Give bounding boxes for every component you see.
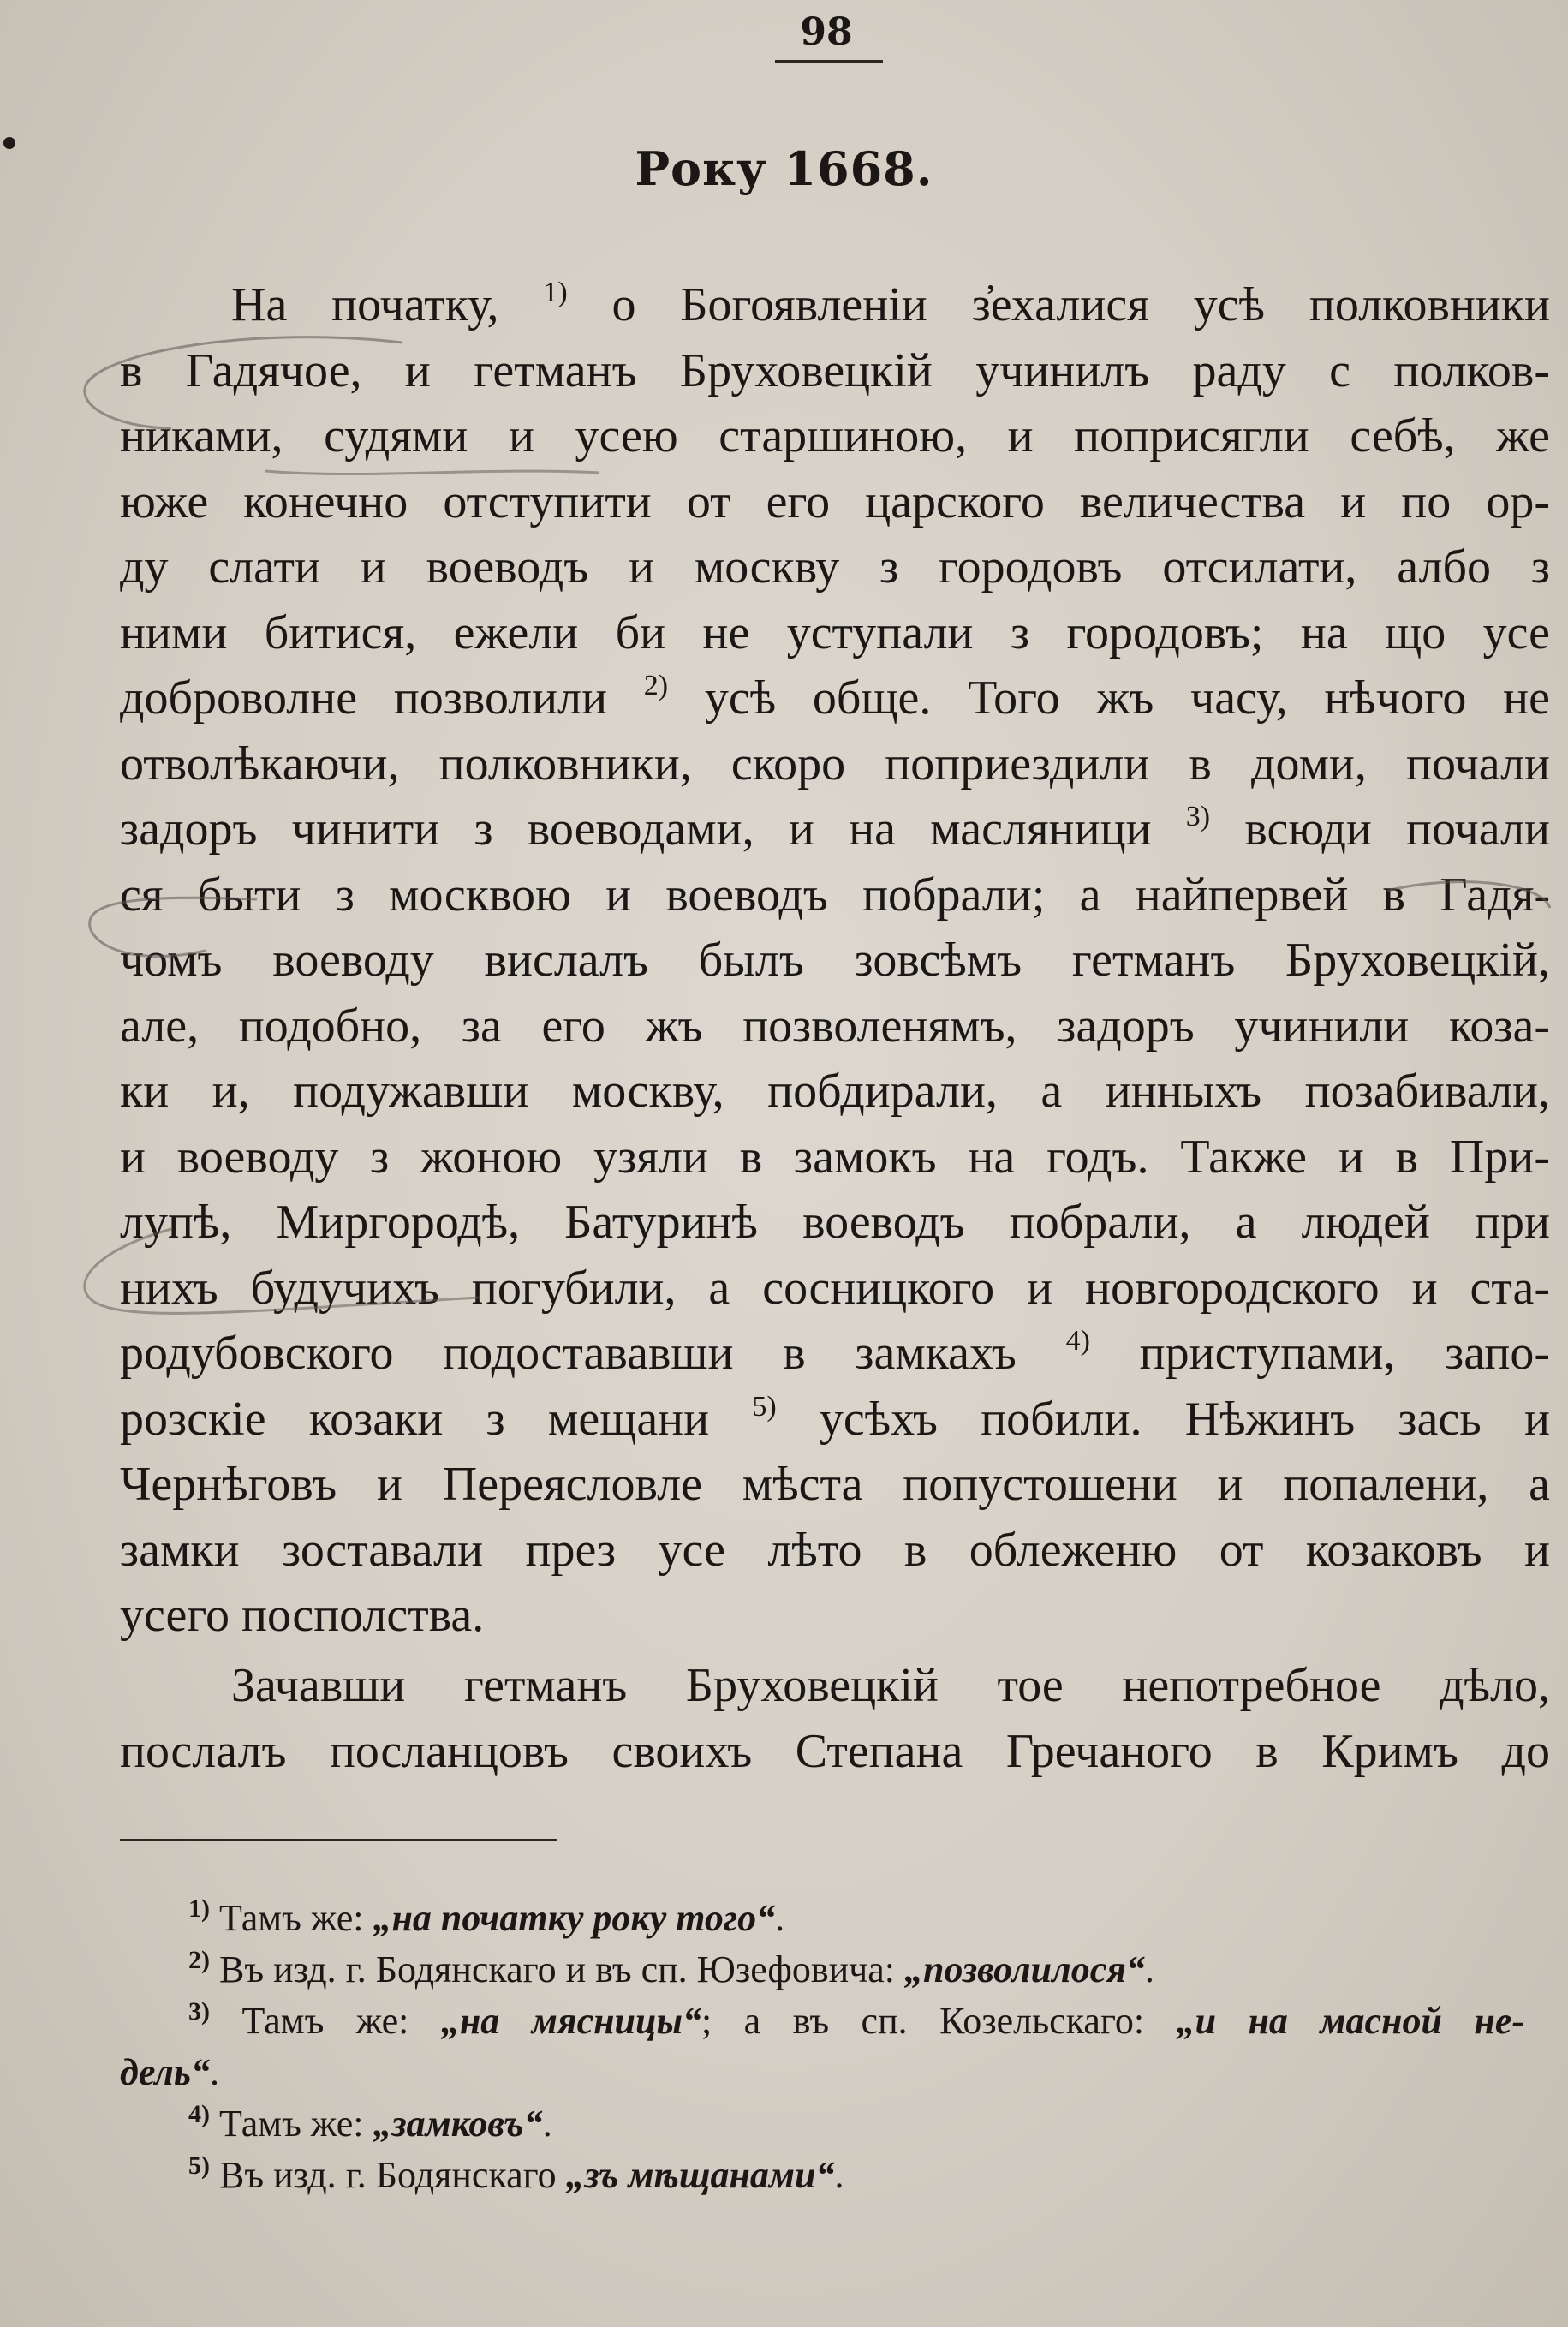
- quoted-variant: „и на масной не-: [1176, 2000, 1525, 2042]
- pencil-circle-gadyachom: [90, 882, 1550, 957]
- text-run: задоръ чинити з воеводами, и на масляници: [120, 803, 1186, 856]
- text-run: никами, судями и усею старшиною, и поприсягли себѣ, же: [120, 409, 1550, 462]
- text-run: Въ изд. г. Бодянскаго: [219, 2154, 566, 2196]
- footnote-mark: 3): [188, 1997, 210, 2026]
- text-run: о Богоявленіи з̓ехалися усѣ полковники: [567, 278, 1550, 331]
- text-run: ки и, подужавши москву, побдирали, а инныхъ позабивали,: [120, 1065, 1550, 1118]
- text-run: лупѣ, Миргородѣ, Батуринѣ воеводъ побрали, а людей при: [120, 1196, 1550, 1249]
- text-run: ся быти з москвою и воеводъ побрали; а найпервей в Гадя-: [120, 868, 1550, 922]
- footnote-mark: 5): [188, 2151, 210, 2180]
- footnote-reference: 5): [752, 1390, 777, 1423]
- text-run: На початку,: [231, 278, 544, 331]
- text-run: нихъ будучихъ погубили, а сосницкого и новгородского и ста-: [120, 1261, 1550, 1315]
- text-run: Тамъ же:: [219, 1897, 373, 1939]
- text-run: Чернѣговъ и Переясловле мѣста попустошени и попалени, а: [120, 1458, 1550, 1511]
- text-run: замки зоставали през усе лѣто в облеженю от козаковъ и: [120, 1523, 1550, 1577]
- text-run: Тамъ же:: [241, 2000, 441, 2042]
- text-run: ду слати и воеводъ и москву з городовъ отсилати, албо з: [120, 540, 1550, 594]
- footnote-reference: 2): [643, 670, 669, 701]
- pencil-underline-sudyami: [265, 471, 599, 474]
- text-run: послалъ посланцовъ своихъ Степана Гречаного в Кримъ до: [120, 1724, 1550, 1778]
- quoted-variant: „зъ мѣщанами“: [565, 2154, 835, 2196]
- text-run: ; а въ сп. Козельскаго:: [701, 2000, 1177, 2042]
- text-run: отволѣкаючи, полковники, скоро поприездили в доми, почали: [120, 737, 1550, 791]
- pencil-bracket-gadyachoe: [85, 337, 402, 428]
- quoted-variant: „на початку року того“: [373, 1897, 776, 1939]
- text-run: ними битися, ежели би не уступали з городовъ; на що усе: [120, 606, 1550, 659]
- text-run: юже конечно отступити от его царского величества и по ор-: [120, 474, 1550, 528]
- text-run: усѣхъ побили. Нѣжинъ зась и: [776, 1392, 1550, 1446]
- footnote-reference: 4): [1065, 1325, 1090, 1357]
- footnote-mark: 4): [188, 2100, 210, 2128]
- text-run: усего посполства.: [120, 1589, 485, 1642]
- text-run: .: [209, 2051, 219, 2093]
- text-run: Тамъ же:: [219, 2103, 373, 2145]
- footnote-mark: 2): [188, 1946, 210, 1974]
- page-number: 98: [800, 10, 853, 54]
- text-run: .: [775, 1897, 785, 1939]
- text-run: Въ изд. г. Бодянскаго и въ сп. Юзефовича:: [219, 1948, 905, 1990]
- text-run: всюди почали: [1210, 803, 1550, 856]
- quoted-variant: „на мясницы“: [440, 2000, 701, 2042]
- footnote-reference: 1): [543, 277, 568, 308]
- text-run: и воеводу з жоною узяли в замокъ на годъ. Также и в При-: [120, 1130, 1550, 1184]
- text-run: приступами, запо-: [1089, 1327, 1550, 1380]
- text-run: в Гадячое, и гетманъ Бруховецкій учинилъ раду с полков-: [120, 343, 1550, 397]
- text-run: .: [542, 2103, 552, 2145]
- quoted-variant: дель“: [120, 2051, 210, 2093]
- text-run: чомъ воеводу вислалъ былъ зовсѣмъ гетманъ Бруховецкій,: [120, 934, 1550, 987]
- text-run: Зачавши гетманъ Бруховецкій тое непотребное дѣло,: [231, 1659, 1550, 1712]
- quoted-variant: „позволилося“: [904, 1948, 1145, 1990]
- text-run: але, подобно, за его жъ позволенямъ, задоръ учинили коза-: [120, 999, 1550, 1053]
- text-run: доброволне позволили: [120, 671, 644, 725]
- text-run: .: [834, 2154, 844, 2196]
- footnote-reference: 3): [1185, 801, 1211, 832]
- chapter-heading: Року 1668.: [635, 141, 933, 196]
- quoted-variant: „замковъ“: [373, 2103, 543, 2145]
- text-run: усѣ обще. Того жъ часу, нѣчого не: [668, 671, 1550, 725]
- text-run: розскіе козаки з мещани: [120, 1392, 753, 1446]
- footnote-mark: 1): [188, 1894, 210, 1923]
- pencil-circle-prilupe: [85, 1229, 480, 1313]
- text-run: родубовского подостававши в замкахъ: [120, 1327, 1066, 1380]
- text-run: .: [1144, 1948, 1154, 1990]
